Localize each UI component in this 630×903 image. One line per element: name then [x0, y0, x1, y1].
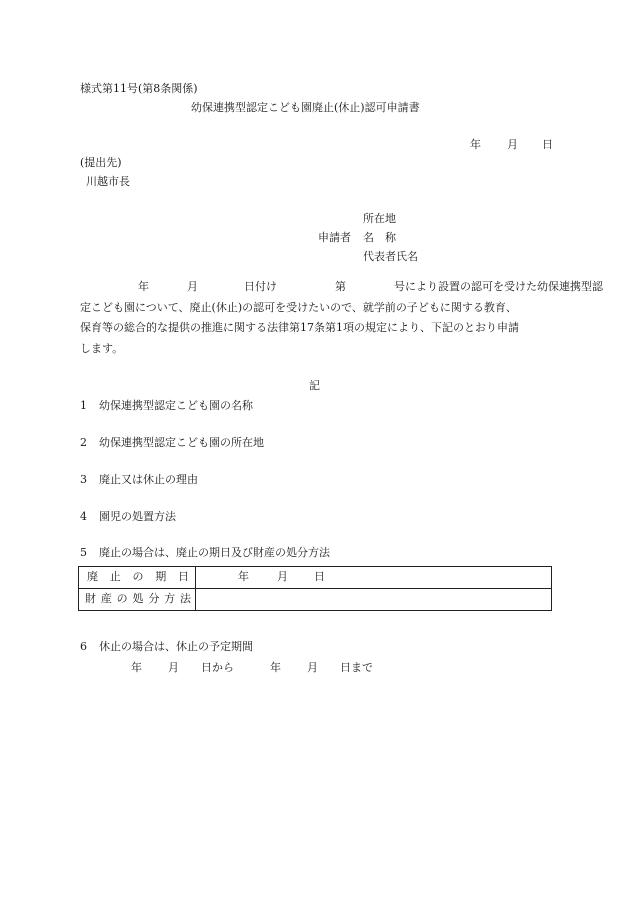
date-month-label: 月 — [507, 138, 518, 151]
item-text: 廃止の場合は、廃止の期日及び財産の処分方法 — [99, 546, 330, 559]
item-4 — [80, 510, 176, 524]
item-5 — [80, 546, 330, 560]
item-number: 4 — [80, 510, 87, 523]
item-2 — [80, 436, 264, 450]
body-dai: 第 — [335, 280, 346, 293]
abolition-month: 月 — [277, 570, 288, 584]
item-6 — [80, 640, 253, 654]
suspension-from-month: 月 — [168, 661, 179, 674]
suspension-to-month: 月 — [307, 661, 318, 674]
item-text: 園児の処置方法 — [99, 510, 176, 523]
application-body-paragraph — [80, 277, 603, 359]
item-text: 廃止又は休止の理由 — [99, 473, 198, 486]
ki-heading: 記 — [309, 379, 320, 392]
item-3 — [80, 473, 198, 487]
date-line — [470, 138, 553, 152]
body-date-suffix: 日付け — [244, 280, 277, 293]
applicant-name-label: 名 称 — [363, 231, 396, 244]
property-disposal-field[interactable] — [196, 589, 552, 611]
item-text: 幼保連携型認定こども園の名称 — [99, 399, 253, 412]
item-text: 幼保連携型認定こども園の所在地 — [99, 436, 264, 449]
suspension-from-suffix: 日から — [201, 661, 234, 674]
suspension-to-year: 年 — [270, 661, 281, 674]
form-number: 様式第11号(第8条関係) — [80, 82, 198, 95]
disposal-table — [78, 566, 552, 611]
item-number: 1 — [80, 399, 87, 412]
suspension-period — [131, 661, 373, 675]
abolition-date-field[interactable] — [196, 567, 552, 589]
body-line-2: 定こども園について、廃止(休止)の認可を受けたいので、就学前の子どもに関する教育、 — [80, 300, 517, 314]
suspension-from-year: 年 — [131, 661, 142, 674]
body-line-3: 保育等の総合的な提供の推進に関する法律第17条第1項の規定により、下記のとおり申請 — [80, 321, 519, 334]
applicant-representative-label: 代表者氏名 — [363, 250, 418, 263]
item-number: 6 — [80, 640, 87, 653]
date-day-label: 日 — [542, 138, 553, 151]
body-year: 年 — [138, 280, 149, 293]
suspension-to-suffix: 日まで — [340, 661, 373, 674]
applicant-address-label: 所在地 — [363, 212, 396, 225]
item-number: 3 — [80, 473, 87, 486]
item-1 — [80, 399, 253, 413]
body-month: 月 — [187, 280, 198, 293]
abolition-date-label: 廃 止 の 期 日 — [79, 567, 196, 589]
item-number: 2 — [80, 436, 87, 449]
table-row — [79, 567, 552, 589]
abolition-day: 日 — [314, 570, 325, 584]
form-title: 幼保連携型認定こども園廃止(休止)認可申請書 — [191, 101, 420, 114]
table-row — [79, 589, 552, 611]
body-line-1-rest: 号により設置の認可を受けた幼保連携型認 — [394, 280, 603, 293]
property-disposal-label: 財 産 の 処 分 方 法 — [79, 589, 196, 611]
abolition-year: 年 — [238, 570, 249, 584]
recipient-label: (提出先) — [80, 156, 122, 169]
applicant-role-label: 申請者 — [318, 231, 351, 244]
date-year-label: 年 — [470, 138, 481, 151]
recipient-name: 川越市長 — [86, 175, 130, 188]
item-number: 5 — [80, 546, 87, 559]
body-line-4: します。 — [80, 341, 124, 355]
body-line-1 — [80, 277, 603, 298]
item-text: 休止の場合は、休止の予定期間 — [99, 640, 253, 653]
